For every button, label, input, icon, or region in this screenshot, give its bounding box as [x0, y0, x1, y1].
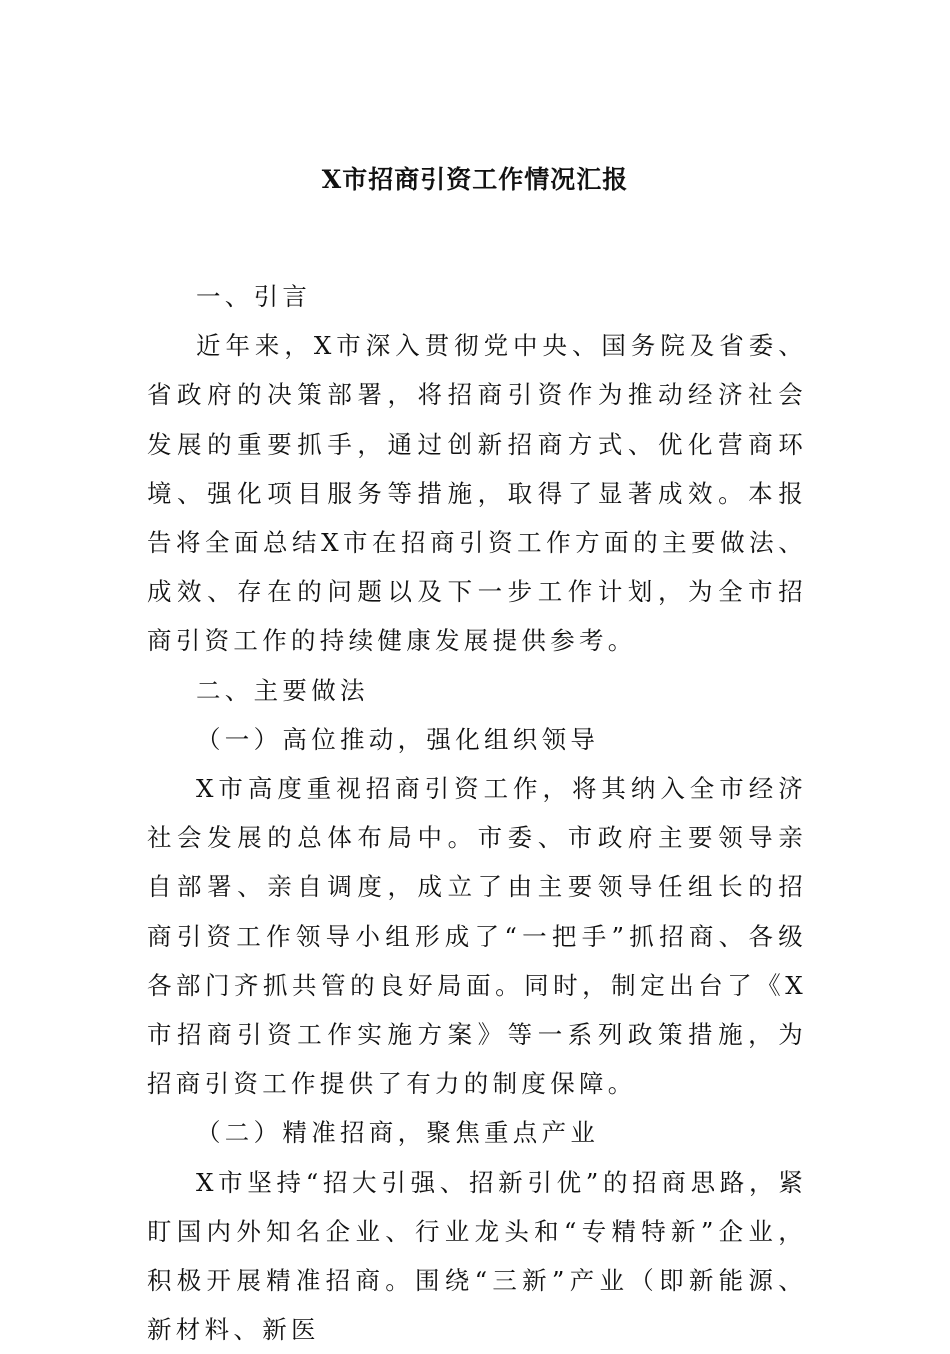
paragraph-leadership: X市高度重视招商引资工作，将其纳入全市经济社会发展的总体布局中。市委、市政府主要领导亲自部署、亲自调度，成立了由主要领导任组长的招商引资工作领导小组形成了“一把手”抓招商、各级各部门齐抓共管的良好局面。同时，制定出台了《X市招商引资工作实施方案》等一系列政策措施，为招商引资工作提供了有力的制度保障。 [147, 774, 807, 1099]
paragraph-precise-investment: X市坚持“招大引强、招新引优”的招商思路，紧盯国内外知名企业、行业龙头和“专精特新”企业，积极开展精准招商。围绕“三新”产业（即新能源、新材料、新医 [147, 1167, 807, 1345]
document-body [147, 272, 807, 1354]
subsection-heading-leadership: （一）高位推动，强化组织领导 [196, 724, 600, 754]
document-title: X市招商引资工作情况汇报 [321, 165, 629, 194]
section-heading-introduction: 一、引言 [196, 282, 312, 311]
section-heading-main-practices: 二、主要做法 [196, 675, 369, 705]
subsection-heading-precise-investment: （二）精准招商，聚焦重点产业 [196, 1118, 600, 1148]
paragraph-introduction: 近年来，X市深入贯彻党中央、国务院及省委、省政府的决策部署，将招商引资作为推动经济社会发展的重要抓手，通过创新招商方式、优化营商环境、强化项目服务等措施，取得了显著成效。本报告将全面总结X市在招商引资工作方面的主要做法、成效、存在的问题以及下一步工作计划，为全市招商引资工作的持续健康发展提供参考。 [147, 331, 807, 656]
